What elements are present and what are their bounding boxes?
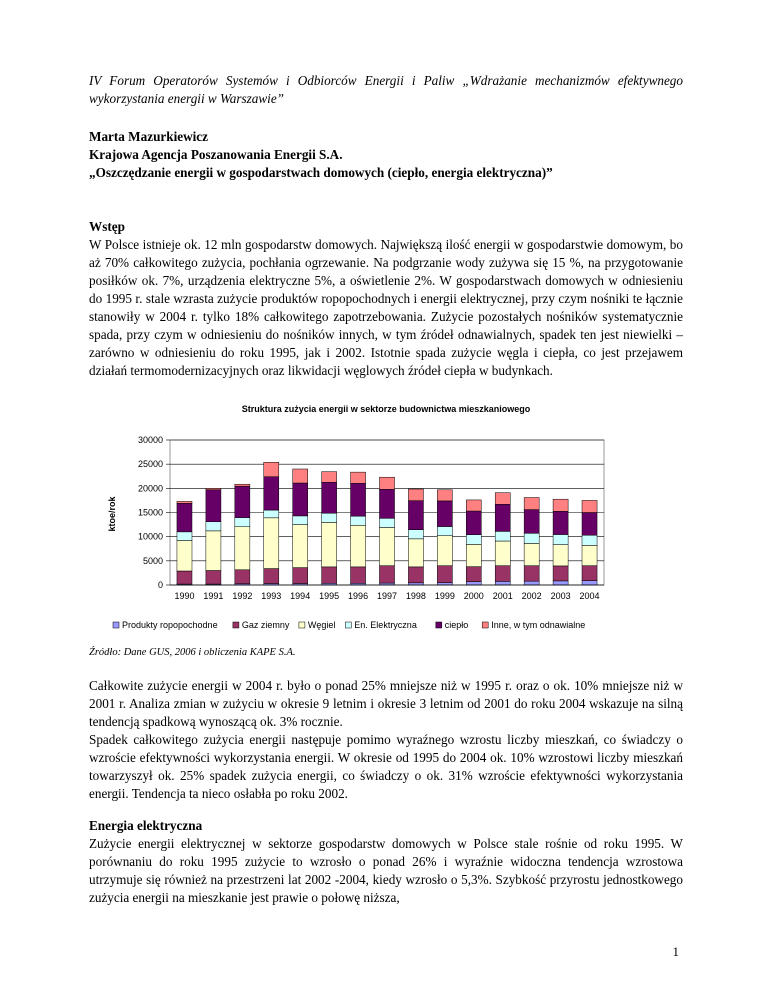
y-tick-label: 10000	[137, 531, 163, 542]
bar-segment	[322, 567, 337, 583]
bar-segment	[495, 531, 510, 541]
bar-segment	[553, 534, 568, 544]
bar-segment	[524, 533, 539, 543]
page-number: 1	[672, 944, 679, 959]
y-tick-label: 25000	[137, 459, 163, 470]
y-tick-label: 0	[157, 580, 163, 590]
bar-segment	[495, 566, 510, 582]
bar-segment	[495, 493, 510, 505]
bar-segment	[437, 501, 452, 527]
bar-segment	[264, 477, 279, 510]
bar-segment	[408, 489, 423, 501]
bar-segment	[177, 541, 192, 571]
bar-segment	[582, 545, 597, 565]
bar-segment	[293, 525, 308, 568]
bar-segment	[524, 510, 539, 534]
legend-swatch	[482, 622, 488, 628]
bar-segment	[351, 525, 366, 567]
bar-segment	[524, 566, 539, 581]
x-tick-label: 1997	[376, 591, 398, 601]
bar-segment	[495, 581, 510, 585]
chart-title: Struktura zużycia energii w sektorze budownictwa mieszkaniowego	[241, 404, 531, 414]
bar-segment	[322, 472, 337, 483]
legend-label: Gaz ziemny	[241, 620, 290, 630]
bar-segment	[582, 566, 597, 581]
bar-segment	[293, 483, 308, 516]
talk-title: „Oszczędzanie energii w gospodarstwach domowych (ciepło, energia elektryczna)”	[89, 165, 553, 180]
y-tick-label: 15000	[137, 507, 163, 518]
bar-segment	[466, 500, 481, 511]
chart-svg	[89, 400, 683, 640]
bar-segment	[177, 503, 192, 532]
forum-header: IV Forum Operatorów Systemów i Odbiorców Energii i Paliw „Wdrażanie mechanizmów efektywnego wykorzystania energii w Warszawie”	[89, 73, 683, 106]
bar-segment	[582, 500, 597, 512]
bar-segment	[466, 567, 481, 582]
plot-area	[113, 435, 604, 630]
bar-segment	[293, 516, 308, 525]
x-tick-label: 1996	[348, 591, 369, 601]
legend-swatch	[113, 622, 119, 628]
bar-segment	[495, 504, 510, 531]
bar-segment	[408, 567, 423, 583]
x-tick-label: 1993	[261, 591, 282, 601]
x-tick-label: 2003	[550, 591, 571, 601]
bar-segment	[235, 570, 250, 584]
legend-label: Inne, w tym odnawialne	[491, 620, 586, 630]
bar-segment	[437, 527, 452, 536]
legend-swatch	[436, 622, 442, 628]
bar-segment	[466, 582, 481, 585]
paragraph-total-consumption: Całkowite zużycie energii w 2004 r. było o ponad 25% mniejsze niż w 1995 r. oraz o ok. 10% mniejsze niż w 2001 r. Analiza zmian w zużyciu w okresie 9 letnim i okresie 3 letnim od 2001 do roku 2004 wskazuje na silną tendencją spadkową wynoszącą ok. 3% rocznie.	[89, 678, 683, 729]
bar-segment	[177, 532, 192, 541]
bar-segment	[235, 486, 250, 517]
bar-segment	[206, 531, 221, 571]
bar-segment	[582, 513, 597, 536]
bar-segment	[177, 501, 192, 503]
bar-segment	[206, 571, 221, 585]
y-tick-label: 20000	[137, 483, 163, 494]
bar-segment	[264, 569, 279, 584]
bar-segment	[495, 541, 510, 566]
document-page	[89, 72, 683, 380]
bar-segment	[322, 482, 337, 513]
legend-label: ciepło	[444, 620, 469, 630]
bar-segment	[582, 535, 597, 545]
intro-paragraph: W Polsce istnieje ok. 12 mln gospodarstw domowych. Największą ilość energii w gospodarstwie domowym, bo aż 70% całkowitego zużycia, pochłania ogrzewanie. Na podgrzanie wody zużywa się 15 %, na przygotowanie posiłków ok. 7%, urządzenia elektryczne 5%, a oświetlenie 2%. W gospodarstwach domowych w odniesieniu do 1995 r. stale wzrasta zużycie produktów ropopochodnych i energii elektrycznej, przy czym nośniki te łącznie stanowiły w 2004 r. tylko 18% całkowitego zapotrzebowania. Zużycie pozostałych nośników systematycznie spada, przy czym w odniesieniu do nośników innych, w tym źródeł odnawialnych, spadek ten jest niewielki – zarówno w odniesieniu do roku 1995, jak i 2002. Istotnie spada zużycie węgla i ciepła, co jest przejawem działań termomodernizacyjnych oraz likwidacji węglowych źródeł ciepła w budynkach.	[89, 237, 683, 378]
bar-segment	[206, 488, 221, 489]
x-tick-label: 1999	[434, 591, 455, 601]
bar-segment	[264, 510, 279, 518]
y-axis-label: ktoe/rok	[107, 496, 117, 532]
y-tick-label: 5000	[142, 555, 163, 566]
bar-segment	[379, 527, 394, 565]
bar-segment	[264, 518, 279, 569]
bar-segment	[524, 543, 539, 565]
bar-segment	[322, 522, 337, 566]
bar-segment	[408, 530, 423, 539]
bar-segment	[466, 511, 481, 535]
author-name: Marta Mazurkiewicz	[89, 129, 209, 144]
energy-structure-chart	[89, 400, 683, 645]
bar-segment	[553, 566, 568, 581]
bar-segment	[437, 536, 452, 566]
bar-segment	[524, 498, 539, 510]
y-tick-label: 30000	[137, 435, 163, 445]
bar-segment	[235, 518, 250, 527]
bar-segment	[437, 566, 452, 583]
bar-segment	[351, 567, 366, 583]
bar-segment	[553, 545, 568, 566]
paragraph-electricity: Zużycie energii elektrycznej w sektorze gospodarstw domowych w Polsce stale rośnie od roku 1995. W porównaniu do roku 1995 zużycie to wzrosło o ponad 26% i wyraźnie widoczna tendencja wzrostowa utrzymuje się również na przestrzeni lat 2002 -2004, kiedy wzrosło o 5,3%. Szybkość przyrostu jednostkowego zużycia energii na mieszkanie jest prawie o połowę niższa,	[89, 836, 683, 905]
section-heading-electricity: Energia elektryczna	[89, 818, 203, 833]
bar-segment	[351, 472, 366, 483]
bar-segment	[235, 527, 250, 570]
x-tick-label: 2000	[463, 591, 484, 601]
bar-segment	[408, 539, 423, 567]
bar-segment	[379, 518, 394, 527]
legend-label: En. Elektryczna	[354, 620, 417, 630]
bar-segment	[322, 513, 337, 522]
x-tick-label: 1991	[203, 591, 224, 601]
bar-segment	[206, 522, 221, 531]
x-tick-label: 1998	[405, 591, 426, 601]
bar-segment	[351, 483, 366, 516]
legend-swatch	[299, 622, 305, 628]
bar-segment	[293, 469, 308, 483]
x-tick-label: 1990	[174, 591, 195, 601]
x-tick-label: 2002	[521, 591, 542, 601]
x-tick-label: 1994	[290, 591, 311, 601]
bar-segment	[235, 484, 250, 486]
x-tick-label: 1992	[232, 591, 253, 601]
bar-segment	[553, 499, 568, 511]
legend-swatch	[345, 622, 351, 628]
bar-segment	[466, 535, 481, 545]
bar-segment	[264, 462, 279, 477]
legend-label: Produkty ropopochodne	[122, 620, 218, 630]
bar-segment	[293, 568, 308, 584]
paragraph-consumption-decline: Spadek całkowitego zużycia energii następuje pomimo wyraźnego wzrostu liczby mieszkań, co świadczy o wzroście efektywności wykorzystania energii. W okresie od 1995 do 2004 ok. 10% wzrostowi liczby mieszkań towarzyszył ok. 25% spadek zużycia energii, co świadczy o ok. 31% wzroście efektywności wykorzystania energii. Tendencja ta nieco osłabła po roku 2002.	[89, 732, 683, 801]
bar-segment	[437, 490, 452, 501]
bar-segment	[379, 477, 394, 489]
section-heading-intro: Wstęp	[89, 219, 125, 234]
bar-segment	[206, 490, 221, 522]
chart-source-note: Źródło: Dane GUS, 2006 i obliczenia KAPE S.A.	[89, 647, 296, 658]
x-tick-label: 2001	[492, 591, 513, 601]
bar-segment	[553, 581, 568, 585]
x-tick-label: 2004	[579, 591, 600, 601]
bar-segment	[177, 571, 192, 584]
bar-segment	[379, 566, 394, 583]
author-organization: Krajowa Agencja Poszanowania Energii S.A.	[89, 147, 343, 162]
x-tick-label: 1995	[319, 591, 340, 601]
bar-segment	[553, 511, 568, 534]
bar-segment	[524, 581, 539, 585]
legend-label: Węgiel	[307, 620, 336, 630]
bar-segment	[408, 501, 423, 530]
bar-segment	[466, 544, 481, 566]
bar-segment	[582, 581, 597, 585]
bar-segment	[379, 489, 394, 518]
legend-swatch	[233, 622, 239, 628]
bar-segment	[351, 516, 366, 525]
